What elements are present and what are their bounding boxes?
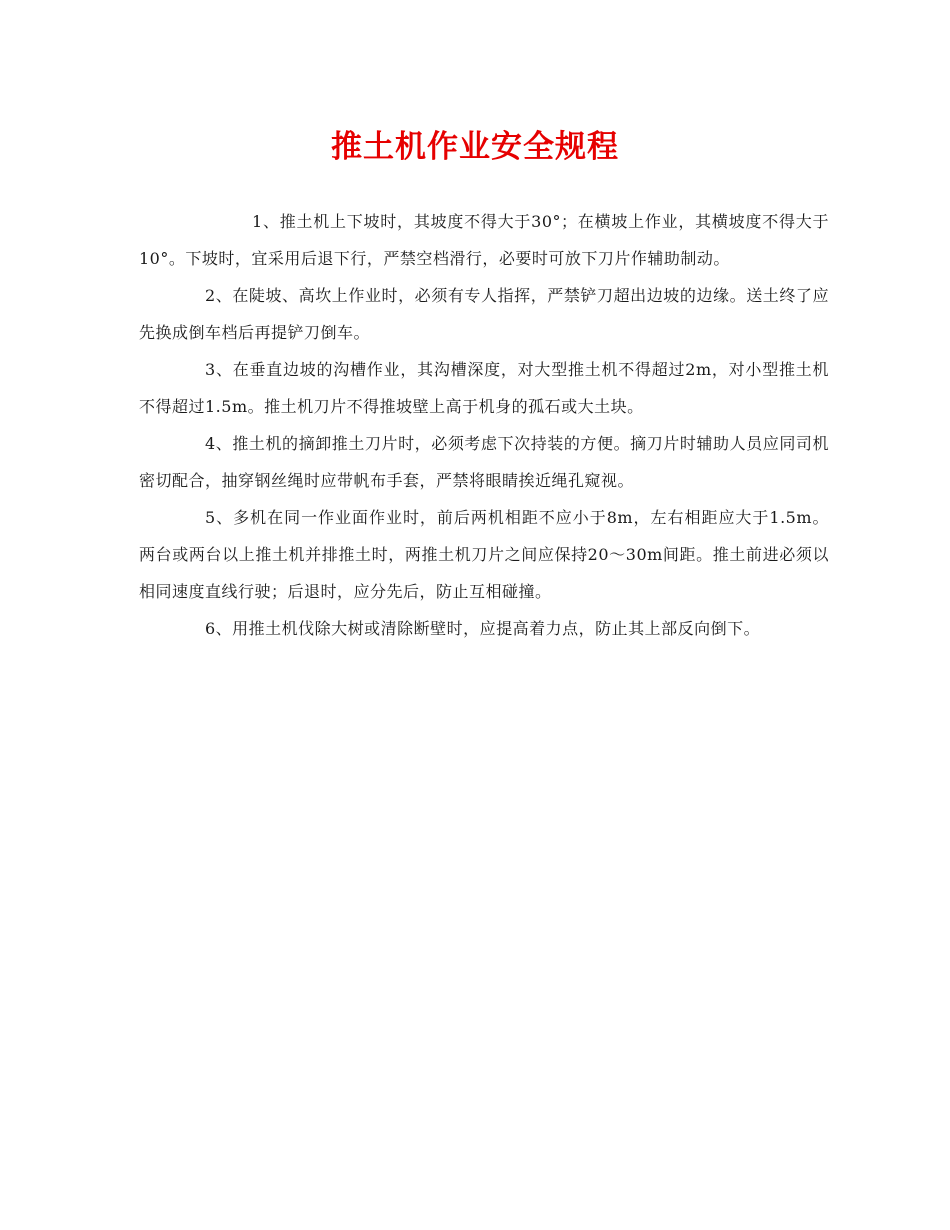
paragraph-5: 5、多机在同一作业面作业时，前后两机相距不应小于8m，左右相距应大于1.5m。两台或两台以上推土机并排推土时，两推土机刀片之间应保持20～30m间距。推土前进必须以相同速度直线行驶；后退时，应分先后，防止互相碰撞。 — [139, 508, 829, 601]
document-body — [139, 203, 829, 647]
document-title: 推土机作业安全规程 — [331, 129, 619, 165]
paragraph-1: 1、推土机上下坡时，其坡度不得大于30°；在横坡上作业，其横坡度不得大于10°。下坡时，宜采用后退下行，严禁空档滑行，必要时可放下刀片作辅助制动。 — [139, 212, 829, 268]
paragraph-6: 6、用推土机伐除大树或清除断壁时，应提高着力点，防止其上部反向倒下。 — [205, 619, 761, 638]
paragraph-4: 4、推土机的摘卸推土刀片时，必须考虑下次持装的方便。摘刀片时辅助人员应同司机密切配合，抽穿钢丝绳时应带帆布手套，严禁将眼睛挨近绳孔窥视。 — [139, 434, 829, 490]
paragraph-2: 2、在陡坡、高坎上作业时，必须有专人指挥，严禁铲刀超出边坡的边缘。送土终了应先换成倒车档后再提铲刀倒车。 — [139, 286, 829, 342]
paragraph-3: 3、在垂直边坡的沟槽作业，其沟槽深度，对大型推土机不得超过2m，对小型推土机不得超过1.5m。推土机刀片不得推坡壁上高于机身的孤石或大土块。 — [139, 360, 829, 416]
